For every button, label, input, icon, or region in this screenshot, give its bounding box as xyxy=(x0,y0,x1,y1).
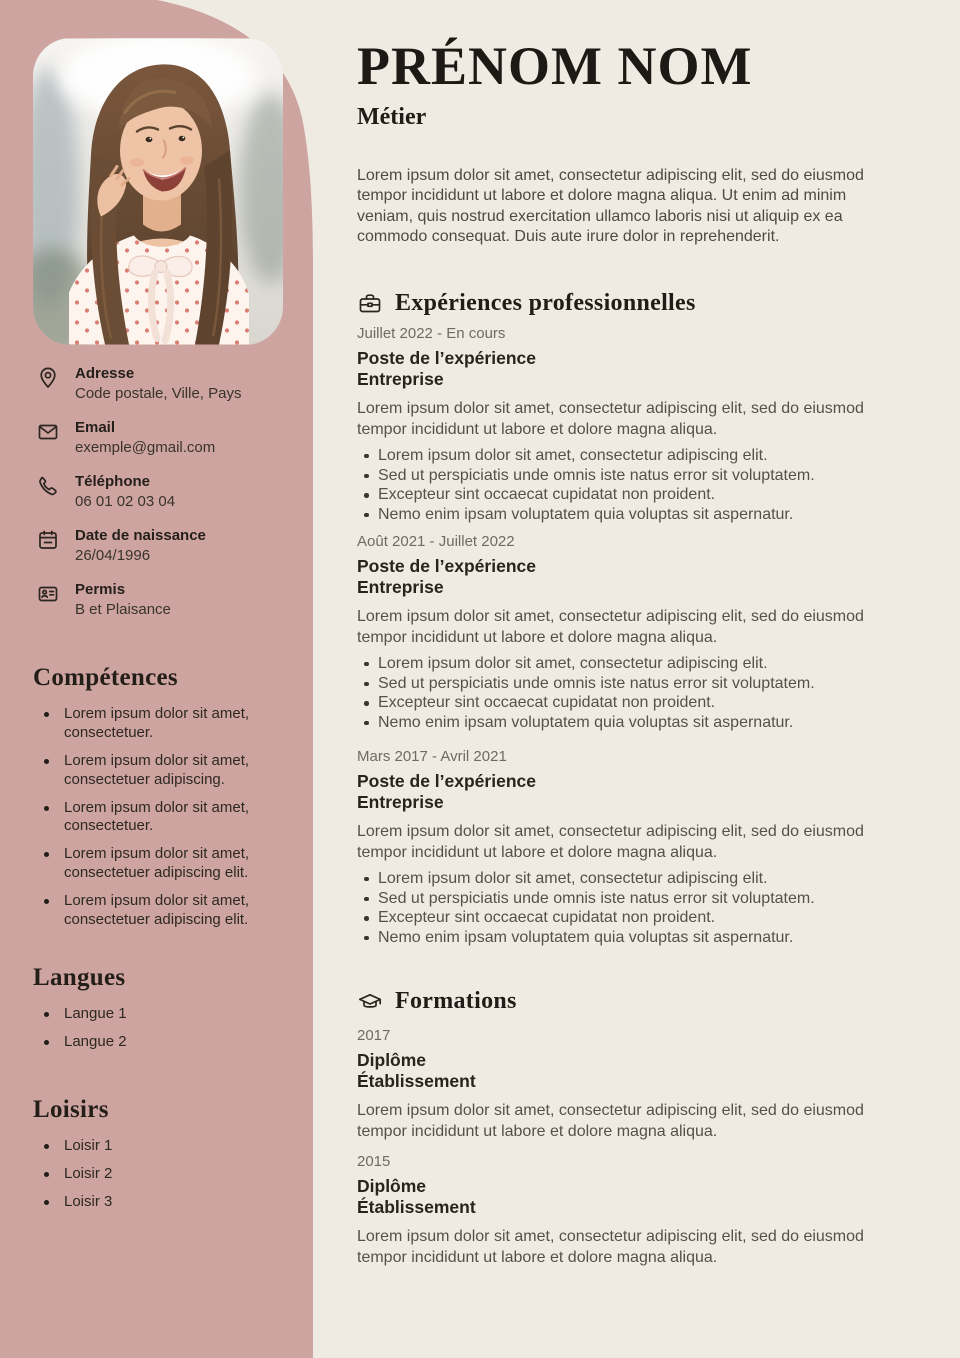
experience-company: Entreprise xyxy=(357,577,444,598)
experience-bullet: Nemo enim ipsam voluptatem quia voluptas sit aspernatur. xyxy=(357,505,897,525)
formation-entry xyxy=(357,1152,897,1268)
page-title: PRÉNOM NOM xyxy=(357,36,753,96)
experiences-heading: Expériences professionnelles xyxy=(395,290,696,316)
experience-bullet: Lorem ipsum dolor sit amet, consectetur adipiscing elit. xyxy=(357,654,897,674)
contact-value: 26/04/1996 xyxy=(75,546,151,564)
langues-section xyxy=(33,964,289,1061)
contact-label: Adresse xyxy=(75,365,135,382)
id-card-icon xyxy=(36,582,60,606)
experience-bullet: Sed ut perspiciatis unde omnis iste natus error sit voluptatem. xyxy=(357,466,897,486)
formation-year: 2015 xyxy=(357,1153,391,1170)
contact-value: B et Plaisance xyxy=(75,600,171,618)
contact-text xyxy=(75,472,175,511)
experience-bullet-list xyxy=(357,446,897,525)
experience-dates: Juillet 2022 - En cours xyxy=(357,325,506,342)
competence-item: Lorem ipsum dolor sit amet, consectetuer. xyxy=(33,799,289,837)
loisir-item: Loisir 2 xyxy=(33,1165,289,1184)
experience-bullet: Excepteur sint occaecat cupidatat non proident. xyxy=(357,908,897,928)
envelope-icon xyxy=(36,420,60,444)
loisirs-section xyxy=(33,1096,289,1221)
graduation-cap-icon xyxy=(357,989,383,1015)
competence-item: Lorem ipsum dolor sit amet, consectetuer adipiscing elit. xyxy=(33,845,289,883)
experience-description: Lorem ipsum dolor sit amet, consectetur adipiscing elit, sed do eiusmod tempor incididunt ut labore et dolore magna aliqua. xyxy=(357,400,864,438)
contact-value: exemple@gmail.com xyxy=(75,438,216,456)
competences-heading: Compétences xyxy=(33,664,178,691)
loisirs-heading: Loisirs xyxy=(33,1096,109,1123)
experience-bullet: Excepteur sint occaecat cupidatat non proident. xyxy=(357,693,897,713)
contact-row-naissance xyxy=(36,526,298,565)
formation-school: Établissement xyxy=(357,1197,476,1218)
formations-section-header xyxy=(357,988,517,1015)
contact-value: 06 01 02 03 04 xyxy=(75,492,176,510)
experience-bullet-list xyxy=(357,869,897,948)
competence-item: Lorem ipsum dolor sit amet, consectetuer adipiscing elit. xyxy=(33,892,289,930)
profile-photo-illustration xyxy=(33,38,283,345)
profile-photo xyxy=(33,38,283,345)
competence-item: Lorem ipsum dolor sit amet, consectetuer adipiscing. xyxy=(33,752,289,790)
formation-year: 2017 xyxy=(357,1027,391,1044)
experience-entry xyxy=(357,532,897,733)
profile-summary: Lorem ipsum dolor sit amet, consectetur adipiscing elit, sed do eiusmod tempor incididunt ut labore et dolore magna aliqua. Ut enim ad minim veniam, quis nostrud exercitation ullamco laboris nisi ut aliquip ex ea commodo consequat. Duis aute irure dolor in reprehenderit. xyxy=(357,167,864,245)
contact-label: Date de naissance xyxy=(75,527,206,544)
formation-description: Lorem ipsum dolor sit amet, consectetur adipiscing elit, sed do eiusmod tempor incididunt ut labore et dolore magna aliqua. xyxy=(357,1102,864,1140)
experience-bullet: Nemo enim ipsam voluptatem quia voluptas sit aspernatur. xyxy=(357,928,897,948)
experience-title: Poste de l’expérience xyxy=(357,555,536,576)
langues-list xyxy=(33,1005,289,1052)
langue-item: Langue 1 xyxy=(33,1005,289,1024)
experience-bullet: Sed ut perspiciatis unde omnis iste natus error sit voluptatem. xyxy=(357,674,897,694)
contact-text xyxy=(75,526,206,565)
main-column xyxy=(357,0,897,1358)
formation-entry xyxy=(357,1026,897,1142)
briefcase-icon xyxy=(357,291,383,317)
experience-bullet: Lorem ipsum dolor sit amet, consectetur adipiscing elit. xyxy=(357,869,897,889)
contact-row-telephone xyxy=(36,472,298,511)
experience-bullet-list xyxy=(357,654,897,733)
formation-degree: Diplôme xyxy=(357,1175,427,1196)
loisir-item: Loisir 3 xyxy=(33,1193,289,1212)
formation-degree: Diplôme xyxy=(357,1049,427,1070)
contact-label: Téléphone xyxy=(75,473,151,490)
contact-label: Email xyxy=(75,419,116,436)
experience-description: Lorem ipsum dolor sit amet, consectetur adipiscing elit, sed do eiusmod tempor incididunt ut labore et dolore magna aliqua. xyxy=(357,608,864,646)
contact-row-adresse xyxy=(36,364,298,403)
contact-text xyxy=(75,364,242,403)
experience-entry xyxy=(357,324,897,525)
phone-icon xyxy=(36,474,60,498)
contact-label: Permis xyxy=(75,581,126,598)
experiences-section-header xyxy=(357,290,696,317)
experience-bullet: Sed ut perspiciatis unde omnis iste natus error sit voluptatem. xyxy=(357,889,897,909)
experience-description: Lorem ipsum dolor sit amet, consectetur adipiscing elit, sed do eiusmod tempor incididunt ut labore et dolore magna aliqua. xyxy=(357,823,864,861)
langue-item: Langue 2 xyxy=(33,1033,289,1052)
competences-section xyxy=(33,664,289,939)
experience-company: Entreprise xyxy=(357,792,444,813)
contact-text xyxy=(75,418,215,457)
formation-school: Établissement xyxy=(357,1071,476,1092)
location-pin-icon xyxy=(36,366,60,390)
contact-row-permis xyxy=(36,580,298,619)
formations-heading: Formations xyxy=(395,988,517,1014)
loisir-item: Loisir 1 xyxy=(33,1137,289,1156)
contact-row-email xyxy=(36,418,298,457)
contact-section xyxy=(36,364,298,619)
competence-item: Lorem ipsum dolor sit amet, consectetuer. xyxy=(33,705,289,743)
contact-value: Code postale, Ville, Pays xyxy=(75,384,242,402)
langues-heading: Langues xyxy=(33,964,126,991)
experience-title: Poste de l’expérience xyxy=(357,347,536,368)
loisirs-list xyxy=(33,1137,289,1212)
experience-dates: Mars 2017 - Avril 2021 xyxy=(357,748,507,765)
calendar-icon xyxy=(36,528,60,552)
competences-list xyxy=(33,705,289,930)
experience-bullet: Excepteur sint occaecat cupidatat non proident. xyxy=(357,485,897,505)
experience-dates: Août 2021 - Juillet 2022 xyxy=(357,533,515,550)
experience-entry xyxy=(357,747,897,948)
experience-bullet: Nemo enim ipsam voluptatem quia voluptas sit aspernatur. xyxy=(357,713,897,733)
formation-description: Lorem ipsum dolor sit amet, consectetur adipiscing elit, sed do eiusmod tempor incididunt ut labore et dolore magna aliqua. xyxy=(357,1228,864,1266)
experience-company: Entreprise xyxy=(357,369,444,390)
experience-bullet: Lorem ipsum dolor sit amet, consectetur adipiscing elit. xyxy=(357,446,897,466)
contact-text xyxy=(75,580,171,619)
experience-title: Poste de l’expérience xyxy=(357,770,536,791)
job-title: Métier xyxy=(357,104,427,130)
